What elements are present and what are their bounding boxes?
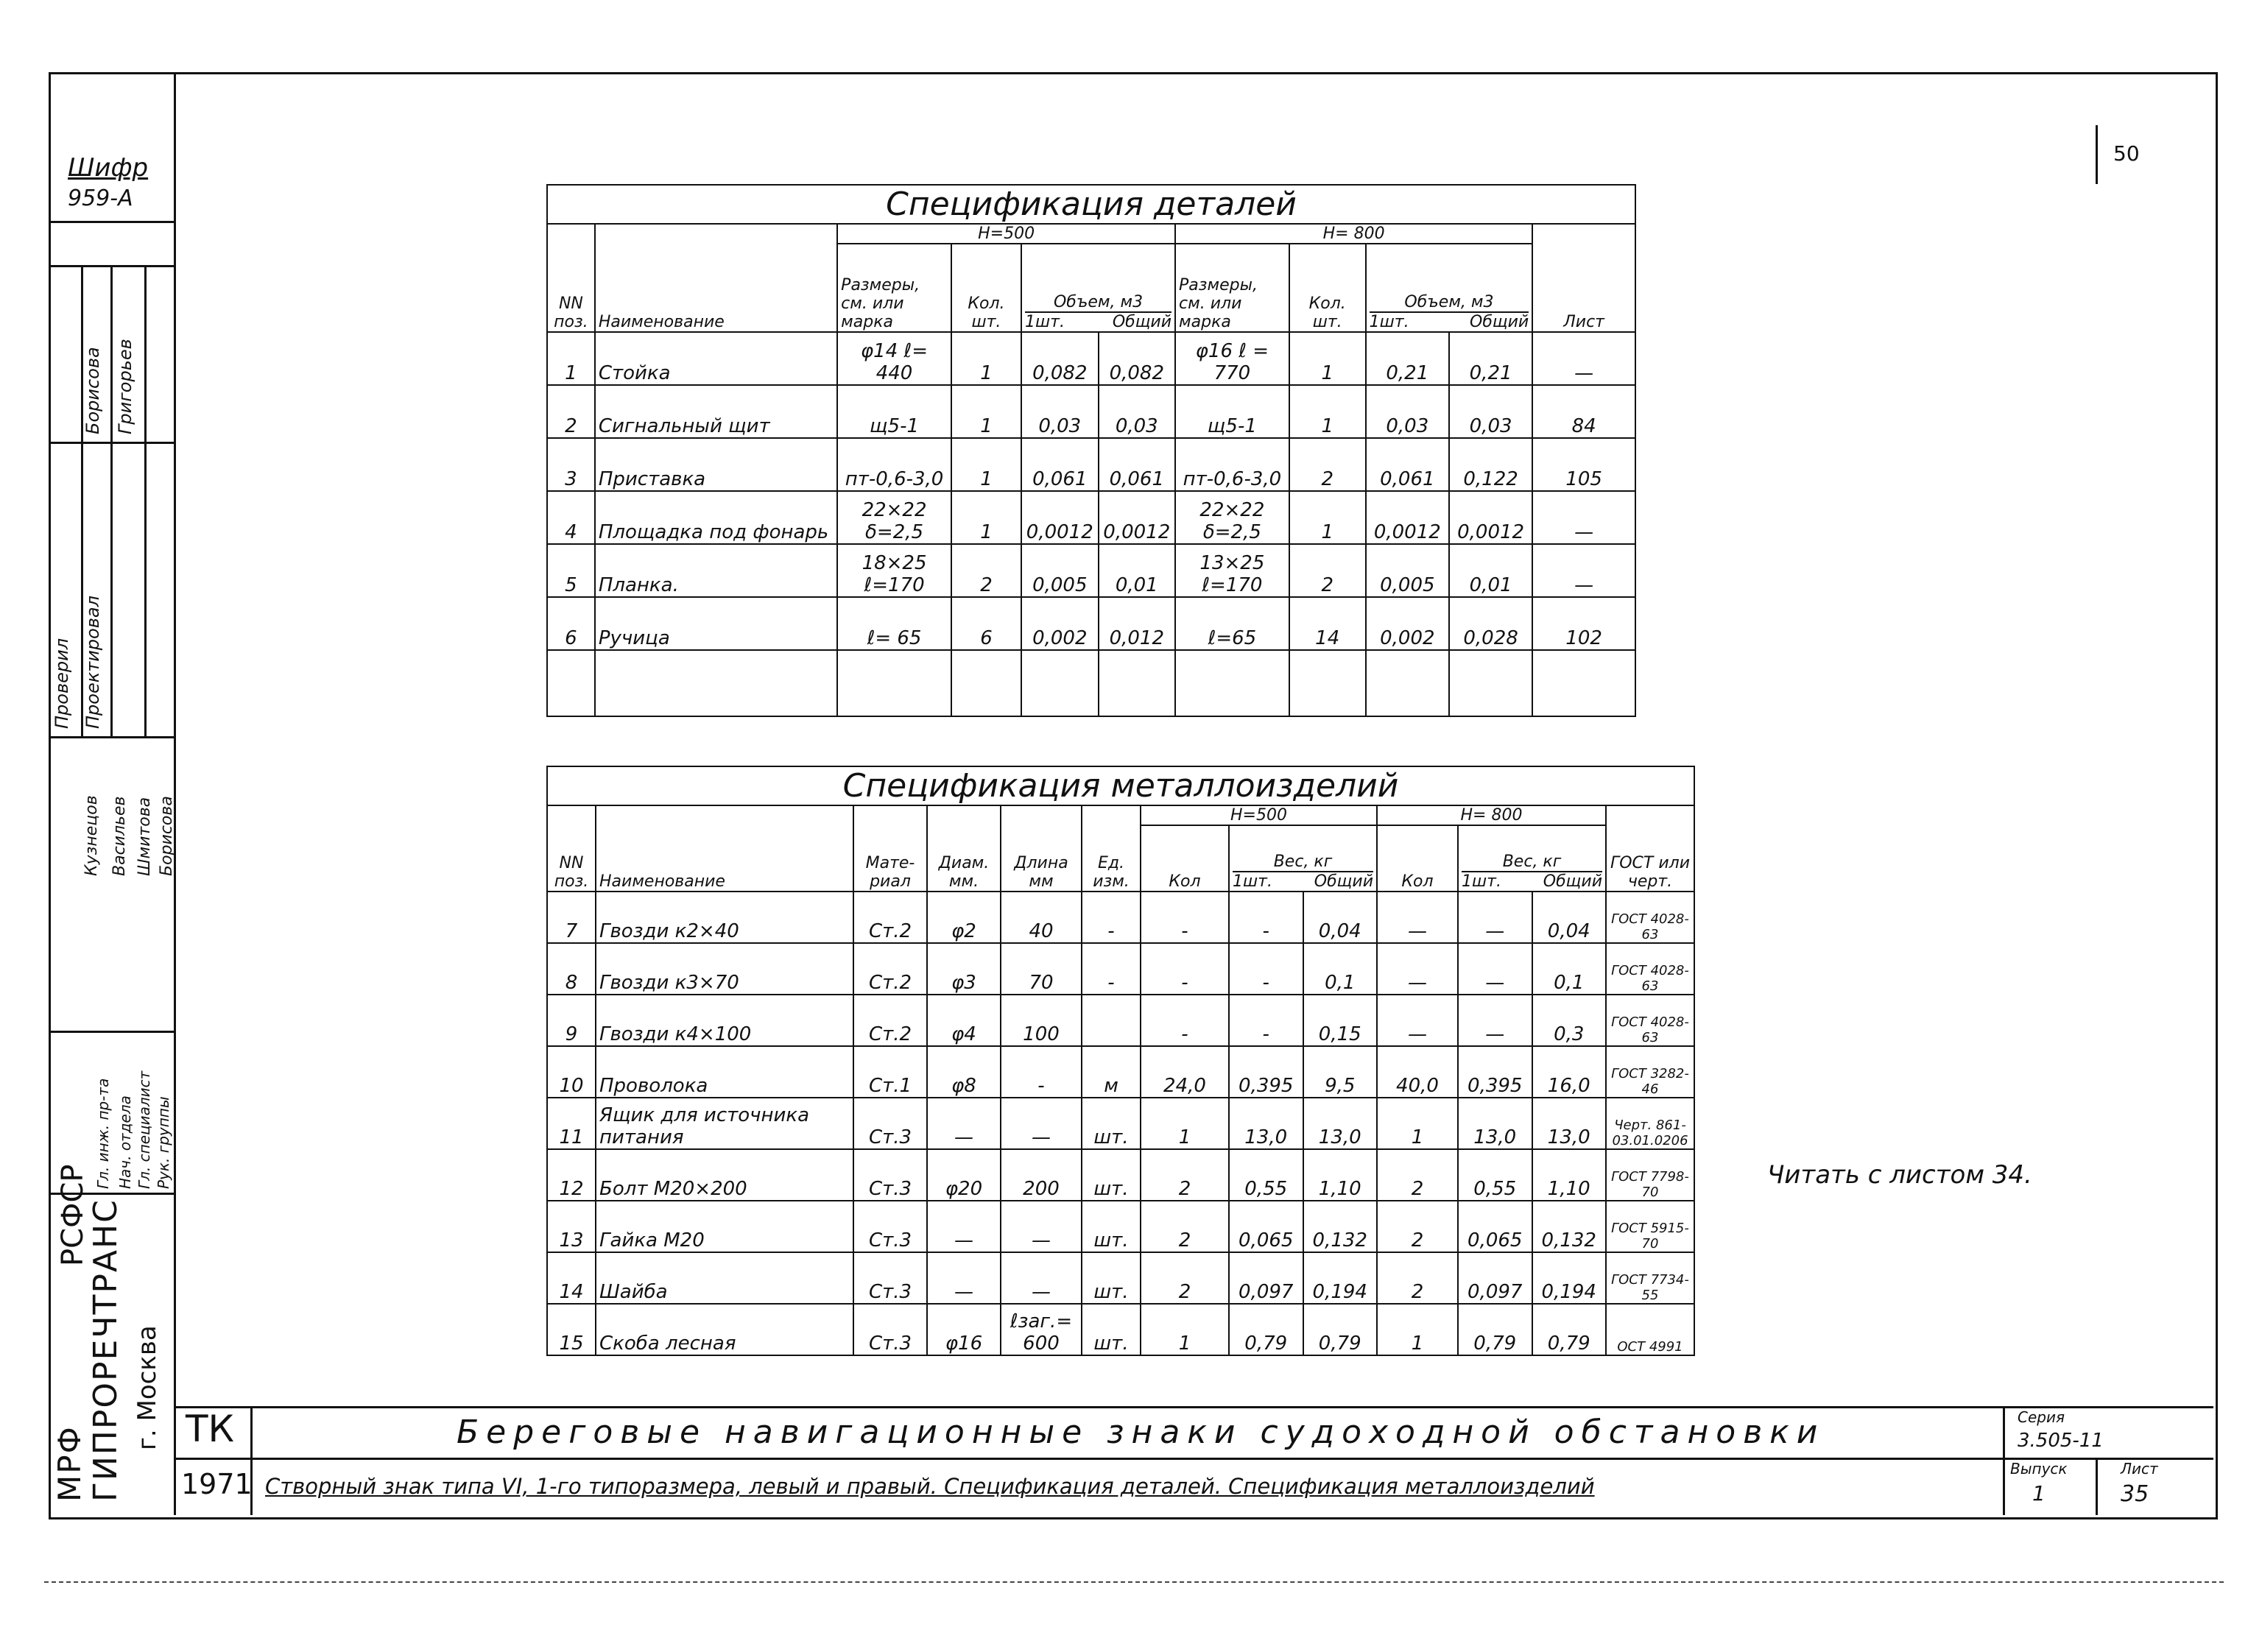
m-group-h800: Н= 800 xyxy=(1377,805,1606,825)
sheet-label: Лист xyxy=(2121,1460,2158,1478)
stamp-title: Береговые навигационные знаки судоходной обстановки xyxy=(457,1413,1825,1451)
cipher-value: 959-А xyxy=(68,186,133,211)
m-w2-label: Вес, кг xyxy=(1462,853,1602,872)
m-col-w2-h xyxy=(1458,825,1606,892)
cell-gost: Черт. 861-03.01.0206 xyxy=(1606,1098,1694,1149)
cell-t1: 0,194 xyxy=(1303,1252,1378,1304)
cell-name: Шайба xyxy=(596,1252,853,1304)
sig2-role-3: Гл. специалист xyxy=(135,1070,153,1189)
cell-gost: ГОСТ 5915-70 xyxy=(1606,1201,1694,1252)
stamp-mid-line xyxy=(174,1458,2213,1460)
cell-t1: 0,15 xyxy=(1303,995,1378,1046)
cell-s1: 22×22 δ=2,5 xyxy=(837,491,951,544)
cell-mat: Ст.3 xyxy=(853,1201,927,1252)
col-size1-h: Размеры, см. или марка xyxy=(837,244,951,332)
cell-q2: 1 xyxy=(1289,491,1366,544)
cell-q2: 2 xyxy=(1289,544,1366,597)
cell-pos: 14 xyxy=(547,1252,596,1304)
cell-pos: 10 xyxy=(547,1046,596,1098)
org-city: г. Москва xyxy=(133,1325,162,1450)
cell-t1: 0,061 xyxy=(1099,438,1176,491)
cell-unit: шт. xyxy=(1082,1098,1141,1149)
cell-pos: 2 xyxy=(547,385,595,438)
cell-unit xyxy=(1082,995,1141,1046)
cell-name: Скоба лесная xyxy=(596,1304,853,1355)
cell-mat: Ст.2 xyxy=(853,943,927,995)
cell-pos: 6 xyxy=(547,597,595,650)
vol1-label: Объем, м3 xyxy=(1025,293,1171,313)
cell-q2: 1 xyxy=(1289,332,1366,385)
cell-q2: — xyxy=(1377,892,1458,943)
m-col-mat-h: Мате- риал xyxy=(853,805,927,892)
cell-unit: шт. xyxy=(1082,1304,1141,1355)
cell-gost: ГОСТ 7734-55 xyxy=(1606,1252,1694,1304)
table-row xyxy=(547,332,1635,385)
cell-q2: 40,0 xyxy=(1377,1046,1458,1098)
cell-s1: ℓ= 65 xyxy=(837,597,951,650)
cell-sheet: — xyxy=(1532,544,1635,597)
cell-mat: Ст.3 xyxy=(853,1252,927,1304)
vol1-total: Общий xyxy=(1112,313,1172,331)
cell-sheet: 102 xyxy=(1532,597,1635,650)
cell-v1: 0,002 xyxy=(1021,597,1099,650)
stamp-year: 1971 xyxy=(181,1468,253,1500)
table-row xyxy=(547,995,1694,1046)
sig-name-1: Борисова xyxy=(82,347,103,434)
sig-row-mid xyxy=(49,442,174,444)
cell-diam: φ20 xyxy=(927,1149,1001,1201)
group-h500: Н=500 xyxy=(837,224,1175,244)
cell-mat: Ст.2 xyxy=(853,995,927,1046)
cell-q1: 2 xyxy=(1141,1149,1229,1201)
cell-v2: 0,03 xyxy=(1366,385,1449,438)
vol1-unit: 1шт. xyxy=(1025,313,1065,331)
cell-q2: 14 xyxy=(1289,597,1366,650)
cell-s1: φ14 ℓ= 440 xyxy=(837,332,951,385)
cell-t2: 13,0 xyxy=(1532,1098,1607,1149)
cell-q1: - xyxy=(1141,995,1229,1046)
col-sheet-h: Лист xyxy=(1532,224,1635,332)
cell-pos: 11 xyxy=(547,1098,596,1149)
cell-s2: 22×22 δ=2,5 xyxy=(1175,491,1289,544)
parts-spec-table xyxy=(546,184,1636,717)
m-col-len-h: Длина мм xyxy=(1001,805,1082,892)
m-col-unit-h: Ед. изм. xyxy=(1082,805,1141,892)
table-row xyxy=(547,385,1635,438)
cell-q1: 24,0 xyxy=(1141,1046,1229,1098)
sig-col-3 xyxy=(144,265,147,736)
cell-t1: 9,5 xyxy=(1303,1046,1378,1098)
cell-q1: 1 xyxy=(951,385,1021,438)
stamp-sheet-sep xyxy=(2096,1458,2098,1515)
table-row xyxy=(547,544,1635,597)
vol2-label: Объем, м3 xyxy=(1370,293,1529,313)
cell-s2: φ16 ℓ = 770 xyxy=(1175,332,1289,385)
cell-len: — xyxy=(1001,1098,1082,1149)
cell-w2: — xyxy=(1458,892,1532,943)
m-group-h500: Н=500 xyxy=(1141,805,1377,825)
cipher-divider xyxy=(49,221,174,223)
cell-w1: - xyxy=(1229,995,1303,1046)
org-mrf: МРФ xyxy=(52,1425,88,1502)
cell-t1: 0,132 xyxy=(1303,1201,1378,1252)
cell-w1: 0,395 xyxy=(1229,1046,1303,1098)
table-row xyxy=(547,943,1694,995)
cell-t1: 0,79 xyxy=(1303,1304,1378,1355)
cell-q1: 2 xyxy=(951,544,1021,597)
sheet-num-box-line xyxy=(2096,125,2098,184)
cell-w2: — xyxy=(1458,943,1532,995)
cell-q1: 1 xyxy=(1141,1304,1229,1355)
cell-t2: 0,028 xyxy=(1449,597,1532,650)
cell-name: Проволока xyxy=(596,1046,853,1098)
cell-mat: Ст.3 xyxy=(853,1304,927,1355)
cell-t2: 0,01 xyxy=(1449,544,1532,597)
cell-v2: 0,005 xyxy=(1366,544,1449,597)
cell-name: Приставка xyxy=(595,438,837,491)
cell-q1: 1 xyxy=(951,438,1021,491)
table-row xyxy=(547,1046,1694,1098)
cell-name: Гвозди к3×70 xyxy=(596,943,853,995)
table-row xyxy=(547,1201,1694,1252)
cell-q2: 2 xyxy=(1377,1252,1458,1304)
table-row xyxy=(547,1149,1694,1201)
cell-pos: 5 xyxy=(547,544,595,597)
cell-s1: пт-0,6-3,0 xyxy=(837,438,951,491)
cell-gost: ГОСТ 4028-63 xyxy=(1606,943,1694,995)
cell-q1: 2 xyxy=(1141,1252,1229,1304)
sig-row-top xyxy=(49,265,174,267)
read-with-note: Читать с листом 34. xyxy=(1767,1160,2032,1190)
cell-gost: ГОСТ 4028-63 xyxy=(1606,892,1694,943)
cell-s1: щ5-1 xyxy=(837,385,951,438)
m-w1-label: Вес, кг xyxy=(1233,853,1373,872)
cell-q2: 1 xyxy=(1377,1304,1458,1355)
sig-role-designed: Проектировал xyxy=(82,596,103,729)
cell-pos: 1 xyxy=(547,332,595,385)
sig2-role-4: Рук. группы xyxy=(155,1096,172,1189)
cell-pos: 3 xyxy=(547,438,595,491)
m-col-diam-h: Диам. мм. xyxy=(927,805,1001,892)
org-short: РСФСР xyxy=(56,1164,90,1266)
metal-spec-table xyxy=(546,766,1695,1356)
cell-t2: 0,79 xyxy=(1532,1304,1607,1355)
cell-q1: - xyxy=(1141,892,1229,943)
stamp-series-sep xyxy=(2003,1406,2005,1515)
cell-q1: 6 xyxy=(951,597,1021,650)
cell-t1: 0,03 xyxy=(1099,385,1176,438)
cell-v2: 0,0012 xyxy=(1366,491,1449,544)
cell-name: Гвозди к2×40 xyxy=(596,892,853,943)
cell-diam: φ4 xyxy=(927,995,1001,1046)
cell-pos: 13 xyxy=(547,1201,596,1252)
group-h800: Н= 800 xyxy=(1175,224,1532,244)
issue-value: 1 xyxy=(2032,1481,2046,1505)
cipher-label: Шифр xyxy=(68,153,149,183)
cell-mat: Ст.2 xyxy=(853,892,927,943)
stamp-top-line xyxy=(174,1406,2213,1408)
cell-name: Гайка М20 xyxy=(596,1201,853,1252)
table-row xyxy=(547,491,1635,544)
cell-s2: 13×25 ℓ=170 xyxy=(1175,544,1289,597)
cell-t2: 0,0012 xyxy=(1449,491,1532,544)
sig2-row-top xyxy=(49,1031,174,1033)
sig2-name-3: Шмитова xyxy=(135,797,154,876)
cell-s2: пт-0,6-3,0 xyxy=(1175,438,1289,491)
cell-q2: — xyxy=(1377,995,1458,1046)
cell-mat: Ст.1 xyxy=(853,1046,927,1098)
m-w2-total: Общий xyxy=(1543,872,1602,891)
cell-q1: 1 xyxy=(951,491,1021,544)
table-row xyxy=(547,438,1635,491)
table-row xyxy=(547,1304,1694,1355)
cell-pos: 7 xyxy=(547,892,596,943)
m-w1-unit: 1шт. xyxy=(1233,872,1272,891)
m-col-name-h: Наименование xyxy=(596,805,853,892)
cell-sheet: 84 xyxy=(1532,385,1635,438)
col-vol1-h xyxy=(1021,244,1175,332)
cell-t2: 0,194 xyxy=(1532,1252,1607,1304)
cell-w1: - xyxy=(1229,943,1303,995)
cell-t2: 16,0 xyxy=(1532,1046,1607,1098)
parts-spec-title: Спецификация деталей xyxy=(547,185,1635,224)
cell-w1: 0,065 xyxy=(1229,1201,1303,1252)
cell-w2: 0,097 xyxy=(1458,1252,1532,1304)
cell-name: Болт М20×200 xyxy=(596,1149,853,1201)
cell-v1: 0,082 xyxy=(1021,332,1099,385)
cell-len: - xyxy=(1001,1046,1082,1098)
table-row xyxy=(547,597,1635,650)
stamp-subtitle: Створный знак типа VI, 1-го типоразмера, левый и правый. Спецификация деталей. Спецификация металлоизделий xyxy=(265,1474,1595,1499)
sig2-name-4: Борисова xyxy=(158,796,176,876)
cell-name: Ручица xyxy=(595,597,837,650)
col-vol2-h xyxy=(1366,244,1533,332)
cell-w2: 0,065 xyxy=(1458,1201,1532,1252)
cell-name: Сигнальный щит xyxy=(595,385,837,438)
cell-len: 70 xyxy=(1001,943,1082,995)
cell-t1: 0,0012 xyxy=(1099,491,1176,544)
metal-spec-title: Спецификация металлоизделий xyxy=(547,766,1694,805)
m-col-qty2-h: Кол xyxy=(1377,825,1458,892)
cut-line xyxy=(44,1581,2224,1583)
cell-len: — xyxy=(1001,1201,1082,1252)
cell-t1: 1,10 xyxy=(1303,1149,1378,1201)
col-qty1-h: Кол. шт. xyxy=(951,244,1021,332)
m-w1-total: Общий xyxy=(1314,872,1373,891)
cell-w2: 0,79 xyxy=(1458,1304,1532,1355)
cell-name: Ящик для источника питания xyxy=(596,1098,853,1149)
cell-pos: 9 xyxy=(547,995,596,1046)
cell-q1: 1 xyxy=(1141,1098,1229,1149)
cell-w1: 0,097 xyxy=(1229,1252,1303,1304)
m-w2-unit: 1шт. xyxy=(1462,872,1501,891)
cell-unit: - xyxy=(1082,943,1141,995)
cell-diam: φ8 xyxy=(927,1046,1001,1098)
cell-diam: — xyxy=(927,1098,1001,1149)
sheet-value: 35 xyxy=(2121,1481,2149,1507)
cell-pos: 12 xyxy=(547,1149,596,1201)
cell-w2: — xyxy=(1458,995,1532,1046)
sig-row-bot xyxy=(49,736,174,738)
cell-name: Планка. xyxy=(595,544,837,597)
table-row xyxy=(547,892,1694,943)
cell-sheet: — xyxy=(1532,332,1635,385)
cell-gost: ОСТ 4991 xyxy=(1606,1304,1694,1355)
cell-t2: 0,122 xyxy=(1449,438,1532,491)
cell-t1: 0,04 xyxy=(1303,892,1378,943)
sig-col-2 xyxy=(110,265,113,736)
cell-sheet: — xyxy=(1532,491,1635,544)
cell-gost: ГОСТ 3282-46 xyxy=(1606,1046,1694,1098)
cell-w2: 0,55 xyxy=(1458,1149,1532,1201)
cell-pos: 8 xyxy=(547,943,596,995)
series-value: 3.505-11 xyxy=(2018,1430,2104,1452)
series-label: Серия xyxy=(2018,1408,2065,1426)
issue-label: Выпуск xyxy=(2010,1460,2068,1478)
cell-q2: 2 xyxy=(1289,438,1366,491)
stamp-tk: ТК xyxy=(186,1408,235,1450)
cell-t1: 0,012 xyxy=(1099,597,1176,650)
cell-diam: φ2 xyxy=(927,892,1001,943)
cell-len: 40 xyxy=(1001,892,1082,943)
sheet-number: 50 xyxy=(2113,141,2140,166)
cell-v1: 0,03 xyxy=(1021,385,1099,438)
cell-t2: 0,1 xyxy=(1532,943,1607,995)
table-row xyxy=(547,1098,1694,1149)
cell-gost: ГОСТ 7798-70 xyxy=(1606,1149,1694,1201)
cell-t1: 0,01 xyxy=(1099,544,1176,597)
m-col-pos-h: NN поз. xyxy=(547,805,596,892)
cell-q2: 1 xyxy=(1377,1098,1458,1149)
cell-t2: 0,21 xyxy=(1449,332,1532,385)
cell-q1: - xyxy=(1141,943,1229,995)
cell-t2: 1,10 xyxy=(1532,1149,1607,1201)
cell-w2: 13,0 xyxy=(1458,1098,1532,1149)
m-col-gost-h: ГОСТ или черт. xyxy=(1606,805,1694,892)
sig2-role-1: Гл. инж. пр-та xyxy=(94,1078,112,1189)
cell-v1: 0,061 xyxy=(1021,438,1099,491)
cell-v2: 0,002 xyxy=(1366,597,1449,650)
m-col-qty1-h: Кол xyxy=(1141,825,1229,892)
cell-s2: щ5-1 xyxy=(1175,385,1289,438)
cell-mat: Ст.3 xyxy=(853,1098,927,1149)
cell-name: Стойка xyxy=(595,332,837,385)
cell-t1: 0,082 xyxy=(1099,332,1176,385)
cell-unit: шт. xyxy=(1082,1252,1141,1304)
cell-unit: шт. xyxy=(1082,1149,1141,1201)
cell-pos: 15 xyxy=(547,1304,596,1355)
cell-t2: 0,132 xyxy=(1532,1201,1607,1252)
cell-diam: φ3 xyxy=(927,943,1001,995)
cell-len: 200 xyxy=(1001,1149,1082,1201)
cell-len: — xyxy=(1001,1252,1082,1304)
table-row xyxy=(547,1252,1694,1304)
sig2-role-2: Нач. отдела xyxy=(116,1095,134,1189)
cell-v2: 0,061 xyxy=(1366,438,1449,491)
cell-q2: 2 xyxy=(1377,1201,1458,1252)
cell-w1: - xyxy=(1229,892,1303,943)
col-name-h: Наименование xyxy=(595,224,837,332)
cell-gost: ГОСТ 4028-63 xyxy=(1606,995,1694,1046)
cell-w1: 0,79 xyxy=(1229,1304,1303,1355)
cell-w1: 0,55 xyxy=(1229,1149,1303,1201)
cell-v1: 0,005 xyxy=(1021,544,1099,597)
org-name: ГИПРОРЕЧТРАНС xyxy=(87,1199,124,1502)
col-qty2-h: Кол. шт. xyxy=(1289,244,1366,332)
cell-q2: — xyxy=(1377,943,1458,995)
cell-q1: 1 xyxy=(951,332,1021,385)
cell-s1: 18×25 ℓ=170 xyxy=(837,544,951,597)
vol2-total: Общий xyxy=(1470,313,1529,331)
cell-t2: 0,03 xyxy=(1449,385,1532,438)
sig-role-checked: Проверил xyxy=(52,638,72,729)
cell-name: Площадка под фонарь xyxy=(595,491,837,544)
cell-q1: 2 xyxy=(1141,1201,1229,1252)
cell-t2: 0,04 xyxy=(1532,892,1607,943)
left-strip-line xyxy=(174,72,176,1515)
cell-diam: — xyxy=(927,1201,1001,1252)
col-size2-h: Размеры, см. или марка xyxy=(1175,244,1289,332)
cell-w1: 13,0 xyxy=(1229,1098,1303,1149)
cell-name: Гвозди к4×100 xyxy=(596,995,853,1046)
cell-diam: — xyxy=(927,1252,1001,1304)
cell-v1: 0,0012 xyxy=(1021,491,1099,544)
cell-q2: 2 xyxy=(1377,1149,1458,1201)
cell-q2: 1 xyxy=(1289,385,1366,438)
cell-len: ℓзаг.= 600 xyxy=(1001,1304,1082,1355)
cell-t2: 0,3 xyxy=(1532,995,1607,1046)
cell-unit: м xyxy=(1082,1046,1141,1098)
cell-t1: 0,1 xyxy=(1303,943,1378,995)
cell-sheet: 105 xyxy=(1532,438,1635,491)
sig2-name-1: Кузнецов xyxy=(82,795,101,876)
vol2-unit: 1шт. xyxy=(1369,313,1409,331)
cell-v2: 0,21 xyxy=(1366,332,1449,385)
cell-unit: - xyxy=(1082,892,1141,943)
m-col-w1-h xyxy=(1229,825,1377,892)
cell-pos: 4 xyxy=(547,491,595,544)
col-pos-h: NN поз. xyxy=(547,224,595,332)
cell-unit: шт. xyxy=(1082,1201,1141,1252)
cell-diam: φ16 xyxy=(927,1304,1001,1355)
cell-t1: 13,0 xyxy=(1303,1098,1378,1149)
cell-w2: 0,395 xyxy=(1458,1046,1532,1098)
sig2-name-2: Васильев xyxy=(110,796,129,876)
sig-name-2: Григорьев xyxy=(115,339,135,434)
cell-len: 100 xyxy=(1001,995,1082,1046)
cell-s2: ℓ=65 xyxy=(1175,597,1289,650)
cell-mat: Ст.3 xyxy=(853,1149,927,1201)
